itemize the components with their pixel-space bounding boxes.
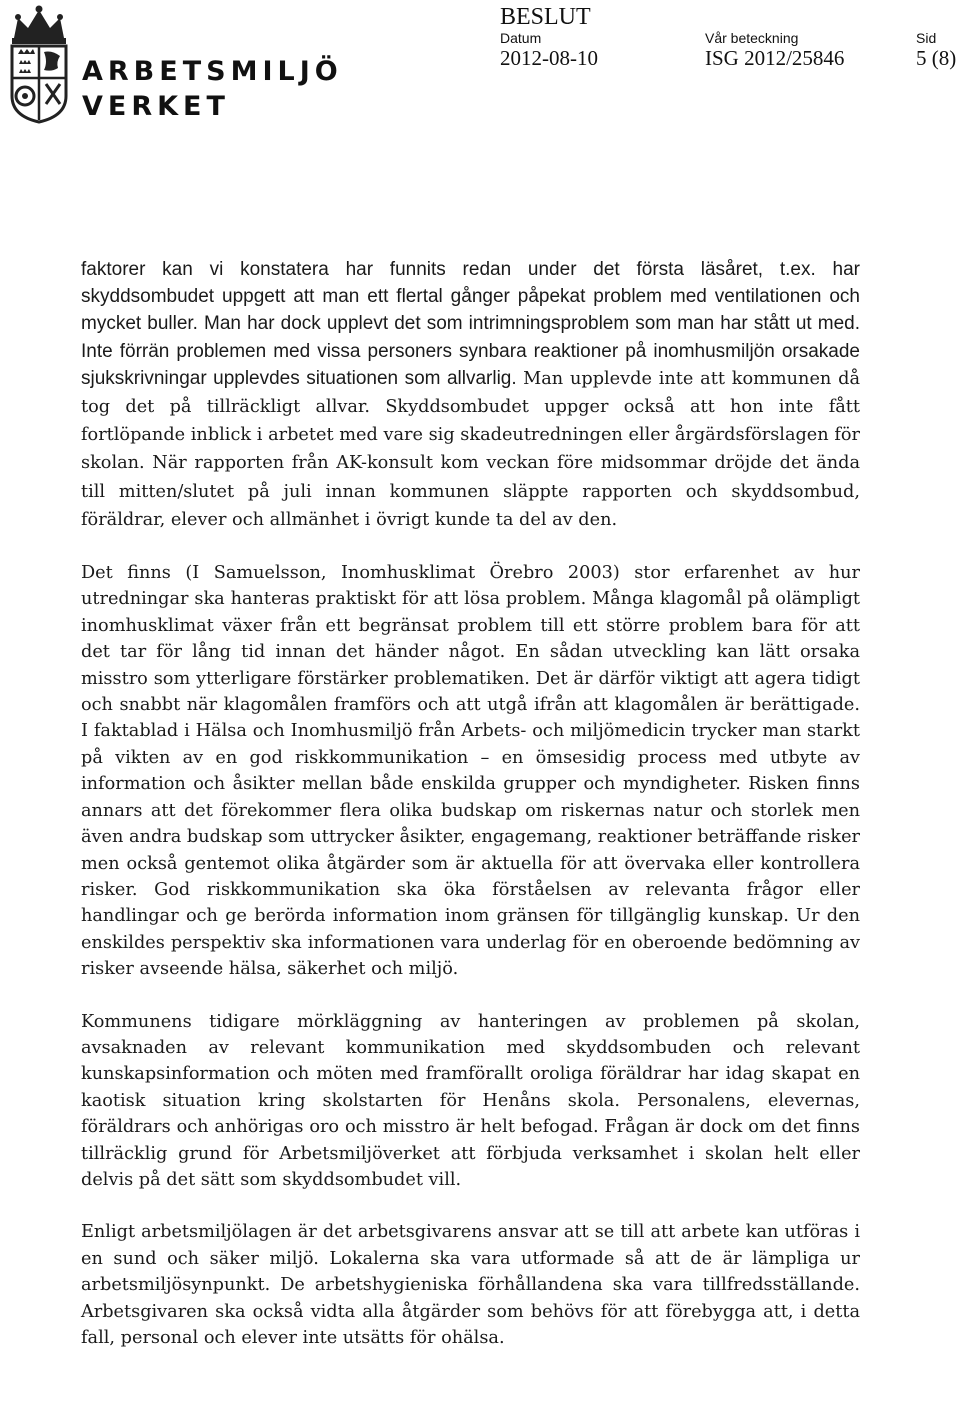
page-label: Sid: [916, 30, 937, 46]
paragraph-4: Enligt arbetsmiljölagen är det arbetsgivarens ansvar att se till att arbete kan utföras i en sund och säker miljö. Lokalerna ska vara utformade så att de är lämpliga ur arbetsmiljösynpunkt. De arbetshygieniska förhållandena ska vara tillfredsställande. Arbetsgivaren ska också vidta alla åtgärder som behövs för att förebygga att, i detta fall, personal och elever inte utsätts för ohälsa.: [81, 1222, 860, 1348]
document-body: [81, 256, 860, 1351]
document-type: BESLUT: [500, 4, 591, 30]
logo-line-1: ARBETSMILJÖ: [82, 56, 343, 87]
logo-line-2: VERKET: [82, 91, 230, 122]
reference-value: ISG 2012/25846: [705, 46, 845, 70]
paragraph-1-rest: Man upplevde inte att kommunen då tog det på tillräckligt allvar. Skyddsombudet uppger också att hon inte fått fortlöpande inblick i arbetet med vare sig skadeutredningen eller årgärdsförslagen för skolan. När rapporten från AK-konsult kom veckan före midsommar dröjde det ända till mitten/slutet på juli innan kommunen släppte rapporten och skyddsombud, föräldrar, elever och allmänhet i övrigt kunde ta del av den.: [81, 368, 860, 530]
reference-label: Vår beteckning: [705, 30, 799, 46]
coat-of-arms-icon: [4, 4, 74, 124]
date-value: 2012-08-10: [500, 46, 598, 70]
logo-text: [82, 54, 343, 124]
paragraph-2: Det finns (I Samuelsson, Inomhusklimat Örebro 2003) stor erfarenhet av hur utredningar ska hanteras praktiskt för att lösa problem. Många klagomål på olämpligt inomhusklimat växer från ett begränsat problem till ett större problem bara för att det tar för lång tid innan det händer något. En sådan utveckling kan lätt orsaka misstro som ytterligare förstärker problematiken. Det är därför viktigt att agera tidigt och snabbt när klagomålen framförs och att utgå ifrån att klagomålen är berättigade. I faktablad i Hälsa och Inomhusmiljö från Arbets- och miljömedicin trycker man starkt på vikten av en god riskkommunikation – en ömsesidig process med utbyte av information och åsikter mellan både enskilda grupper och myndigheter. Risken finns annars att det förekommer flera olika budskap om riskernas natur och storlek men även andra budskap som uttrycker åsikter, engagemang, reaktioner beträffande risker men också gentemot olika åtgärder som är aktuella för att övervaka eller kontrollera risker. God riskkommunikation ska öka förståelsen av relevanta frågor eller handlingar och ge berörda information inom gränsen för tillgänglig kunskap. Ur den enskildes perspektiv ska informationen vara underlag för en oberoende bedömning av risker avseende hälsa, säkerhet och miljö.: [81, 563, 860, 980]
paragraph-1: [81, 256, 860, 534]
paragraph-3: Kommunens tidigare mörkläggning av hanteringen av problemen på skolan, avsaknaden av relevant kommunikation med skyddsombuden och relevant kunskapsinformation och möten med framförallt oroliga föräldrar har idag skapat en kaotisk situation kring skolstarten för Henåns skola. Personalens, elevernas, föräldrars och anhörigas oro och misstro är helt befogad. Frågan är dock om det finns tillräcklig grund för Arbetsmiljöverket att förbjuda verksamhet i skolan helt eller delvis på det sätt som skyddsombudet vill.: [81, 1011, 860, 1190]
date-label: Datum: [500, 30, 542, 46]
agency-logo: [4, 4, 343, 124]
paragraph-1-lead: faktorer kan vi konstatera har funnits redan under det första läsåret, t.ex. har skyddsombudet uppgett att man ett flertal gånger påpekat problem med ventilationen och mycket buller. Man har dock upplevt det som intrimningsproblem som man har stått ut med. Inte förrän problemen med vissa personers synbara reaktioner på inomhusmiljön orsakade sjukskrivningar upplevdes situationen som allvarlig.: [81, 259, 860, 389]
page-number: 5 (8): [916, 46, 957, 70]
